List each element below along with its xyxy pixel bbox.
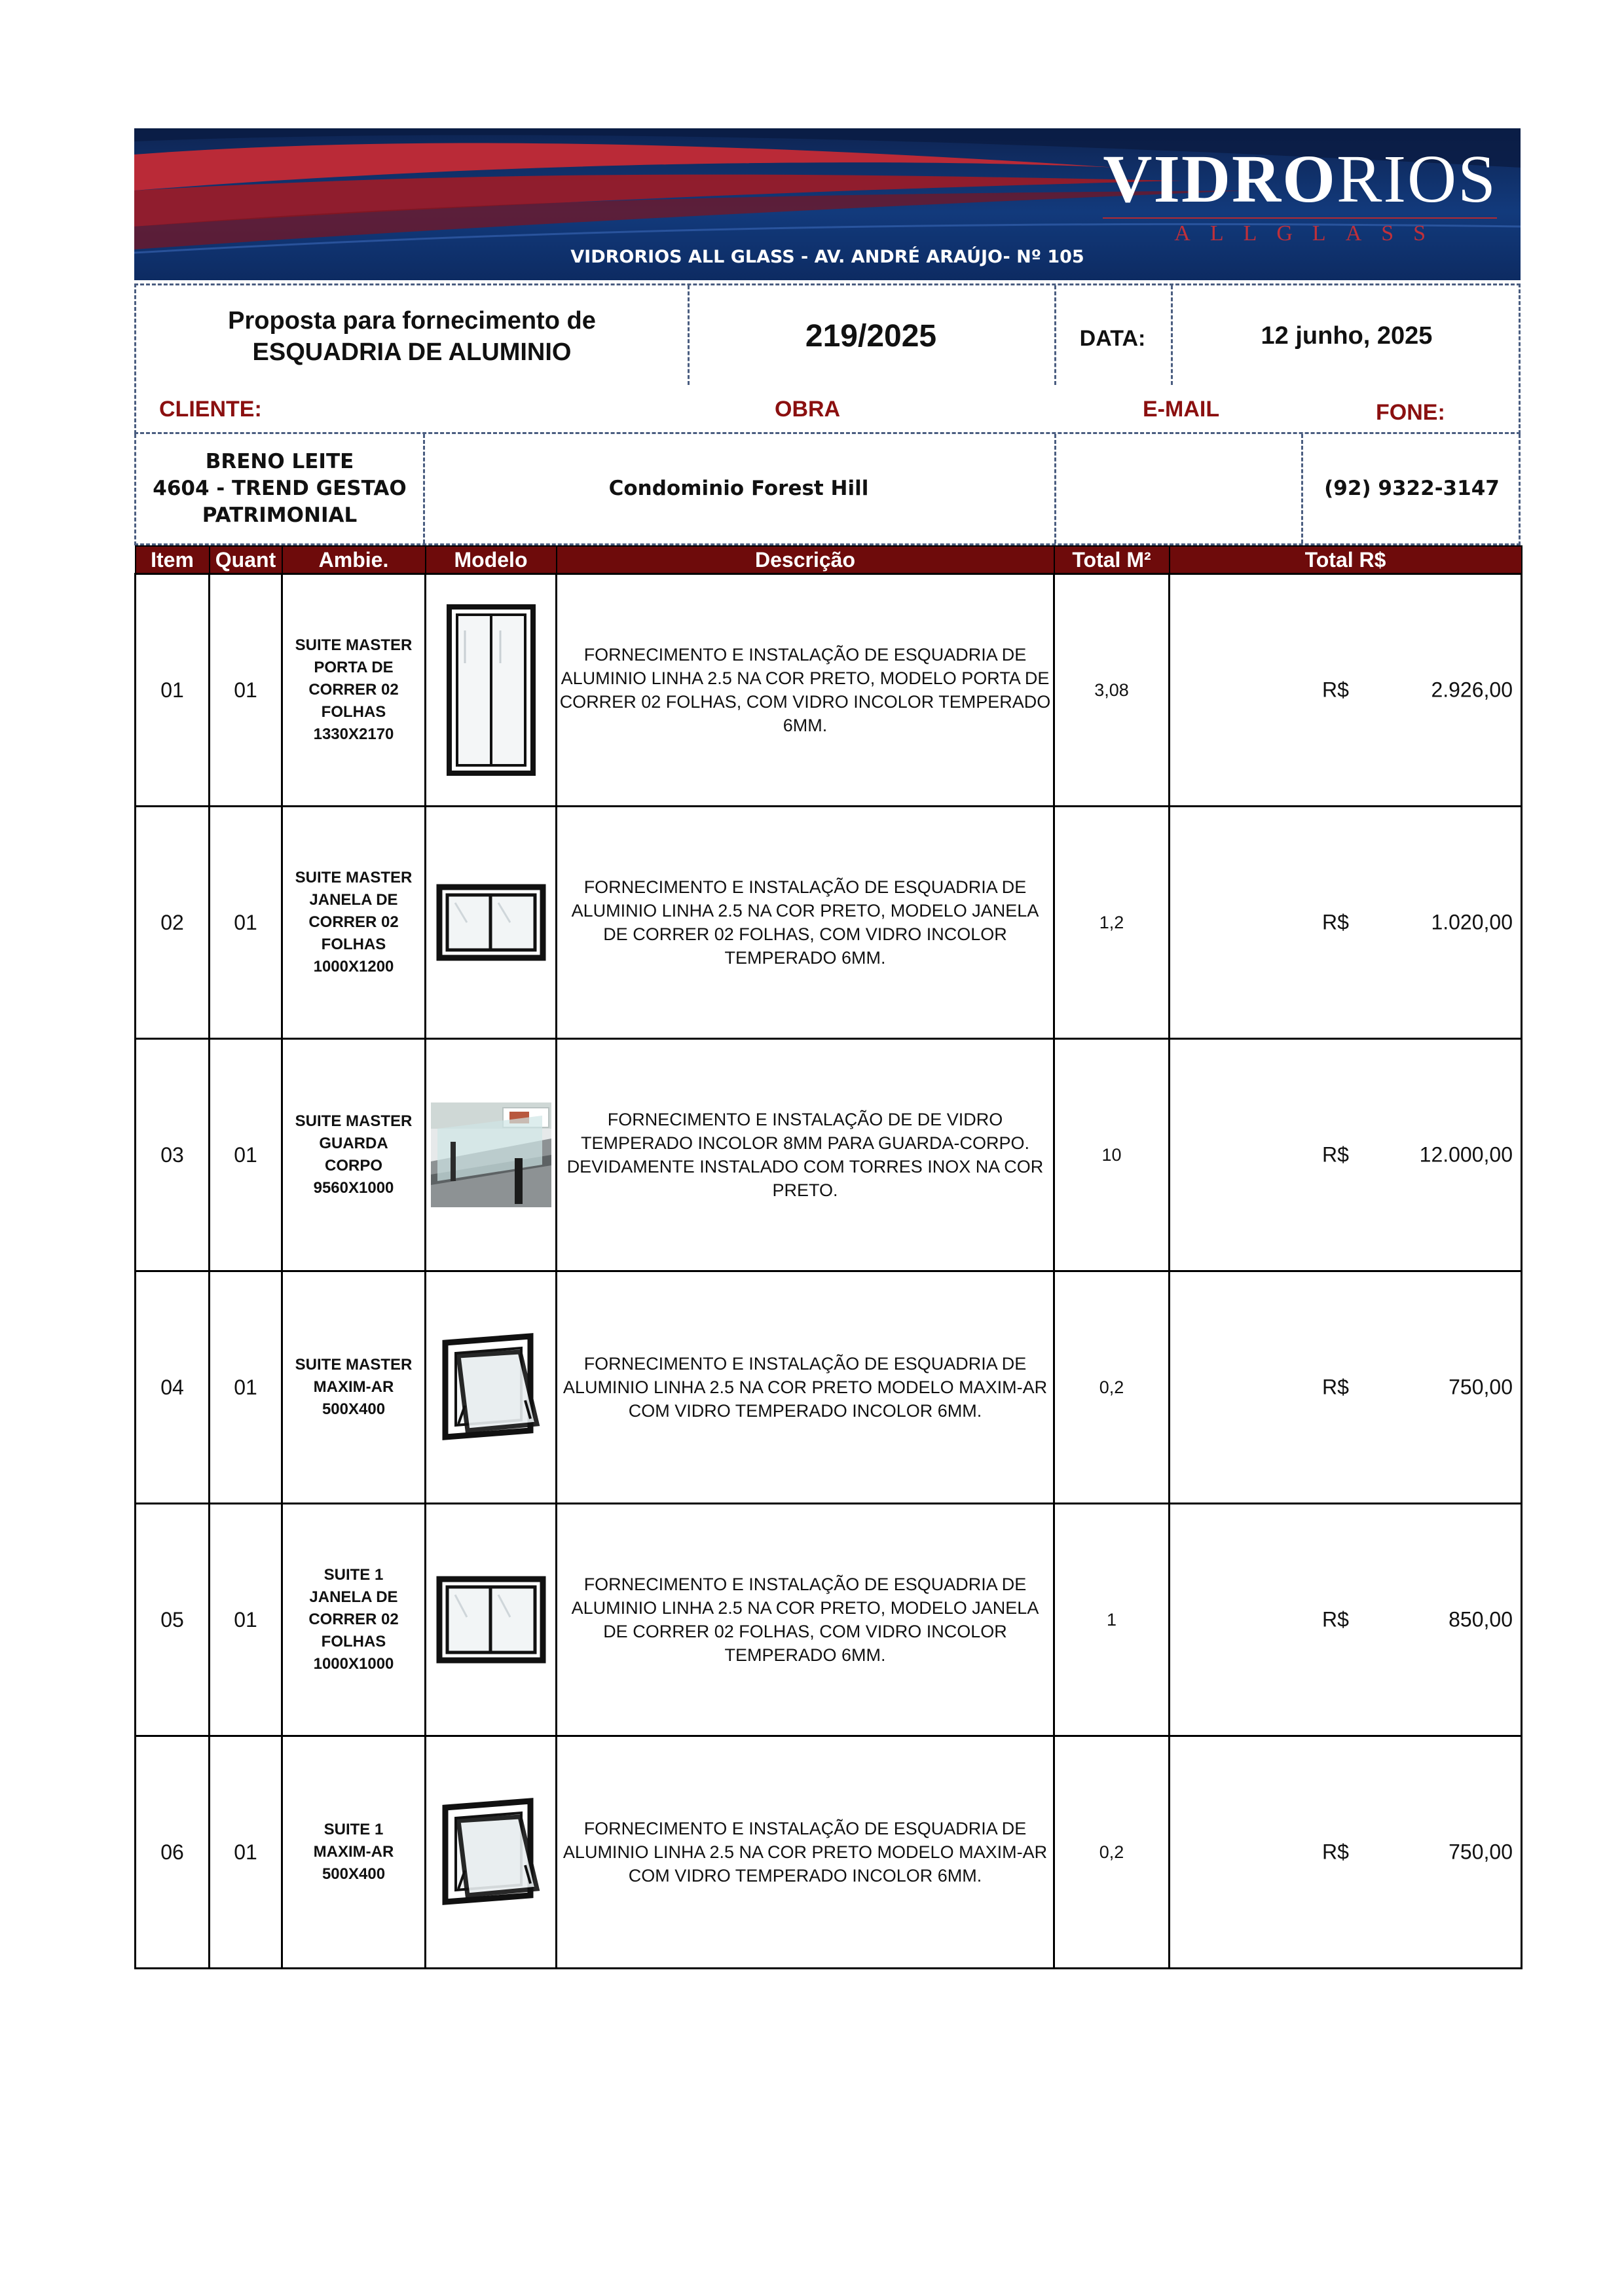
company-banner (134, 128, 1521, 280)
item-number: 01 (136, 574, 210, 807)
currency-symbol: R$ (1322, 678, 1349, 702)
date-value: 12 junho, 2025 (1261, 322, 1433, 350)
item-description: FORNECIMENTO E INSTALAÇÃO DE ESQUADRIA DE ALUMINIO LINHA 2.5 NA COR PRETO, MODELO JANELA DE CORRER 02 FOLHAS, COM VIDRO INCOLOR TEMPERADO 6MM. (557, 807, 1054, 1039)
currency-symbol: R$ (1322, 1607, 1349, 1631)
header-item: Item (136, 546, 210, 574)
table-row (136, 807, 1522, 1039)
table-row (136, 1504, 1522, 1736)
sliding-door-icon (445, 604, 537, 776)
item-description: FORNECIMENTO E INSTALAÇÃO DE ESQUADRIA DE ALUMINIO LINHA 2.5 NA COR PRETO, MODELO JANELA DE CORRER 02 FOLHAS, COM VIDRO INCOLOR TEMPERADO 6MM. (557, 1504, 1054, 1736)
item-description: FORNECIMENTO E INSTALAÇÃO DE ESQUADRIA DE ALUMINIO LINHA 2.5 NA COR PRETO MODELO MAXIM-AR COM VIDRO TEMPERADO INCOLOR 6MM. (557, 1271, 1054, 1504)
item-ambiente: SUITE 1 MAXIM-AR 500X400 (282, 1736, 426, 1969)
item-quantity: 01 (210, 574, 282, 807)
sliding-window-icon (435, 1575, 547, 1664)
total-value: 1.020,00 (1431, 910, 1513, 934)
client-info-row (134, 434, 1521, 545)
work-name: Condominio Forest Hill (608, 477, 869, 500)
item-number: 06 (136, 1736, 210, 1969)
proposal-header (134, 283, 1521, 434)
item-total (1170, 807, 1522, 1039)
glass-railing-icon (431, 1102, 551, 1207)
currency-symbol: R$ (1322, 1142, 1349, 1167)
total-value: 2.926,00 (1431, 678, 1513, 702)
item-total (1170, 1039, 1522, 1271)
item-total (1170, 1504, 1522, 1736)
item-quantity: 01 (210, 1504, 282, 1736)
item-quantity: 01 (210, 1039, 282, 1271)
header-total-rs: Total R$ (1170, 546, 1522, 574)
table-header-row (136, 546, 1522, 574)
item-total (1170, 574, 1522, 807)
items-table (134, 545, 1522, 1969)
item-ambiente: SUITE MASTER GUARDA CORPO 9560X1000 (282, 1039, 426, 1271)
item-description: FORNECIMENTO E INSTALAÇÃO DE ESQUADRIA DE ALUMINIO LINHA 2.5 NA COR PRETO, MODELO PORTA DE CORRER 02 FOLHAS, COM VIDRO INCOLOR TEMPERADO 6MM. (557, 574, 1054, 807)
item-quantity: 01 (210, 1271, 282, 1504)
total-value: 750,00 (1449, 1840, 1513, 1864)
email-label: E-MAIL (1143, 397, 1220, 422)
item-area: 1,2 (1054, 807, 1170, 1039)
item-area: 1 (1054, 1504, 1170, 1736)
phone-value: (92) 9322-3147 (1324, 477, 1500, 500)
currency-symbol: R$ (1322, 910, 1349, 934)
header-descricao: Descrição (557, 546, 1054, 574)
currency-symbol: R$ (1322, 1375, 1349, 1399)
item-area: 3,08 (1054, 574, 1170, 807)
total-value: 750,00 (1449, 1375, 1513, 1399)
item-description: FORNECIMENTO E INSTALAÇÃO DE ESQUADRIA DE ALUMINIO LINHA 2.5 NA COR PRETO MODELO MAXIM-AR COM VIDRO TEMPERADO INCOLOR 6MM. (557, 1736, 1054, 1969)
company-address: VIDRORIOS ALL GLASS - AV. ANDRÉ ARAÚJO- Nº 105 (570, 247, 1084, 267)
item-ambiente: SUITE MASTER JANELA DE CORRER 02 FOLHAS 1000X1200 (282, 807, 426, 1039)
total-value: 850,00 (1449, 1607, 1513, 1631)
item-total (1170, 1736, 1522, 1969)
header-modelo: Modelo (426, 546, 557, 574)
header-ambiente: Ambie. (282, 546, 426, 574)
proposal-title: Proposta para fornecimento de ESQUADRIA DE ALUMINIO (228, 307, 596, 366)
table-row (136, 1271, 1522, 1504)
table-row (136, 1736, 1522, 1969)
item-area: 10 (1054, 1039, 1170, 1271)
item-number: 04 (136, 1271, 210, 1504)
header-total-m2: Total M² (1054, 546, 1170, 574)
header-quant: Quant (210, 546, 282, 574)
item-description: FORNECIMENTO E INSTALAÇÃO DE DE VIDRO TEMPERADO INCOLOR 8MM PARA GUARDA-CORPO. DEVIDAMENTE INSTALADO COM TORRES INOX NA COR PRETO. (557, 1039, 1054, 1271)
item-number: 03 (136, 1039, 210, 1271)
table-row (136, 1039, 1522, 1271)
item-ambiente: SUITE MASTER PORTA DE CORRER 02 FOLHAS 1330X2170 (282, 574, 426, 807)
item-quantity: 01 (210, 1736, 282, 1969)
currency-symbol: R$ (1322, 1840, 1349, 1864)
item-ambiente: SUITE 1 JANELA DE CORRER 02 FOLHAS 1000X1000 (282, 1504, 426, 1736)
item-number: 02 (136, 807, 210, 1039)
awning-window-icon (439, 1797, 544, 1907)
item-total (1170, 1271, 1522, 1504)
awning-window-icon (439, 1332, 544, 1442)
proposal-number: 219/2025 (805, 319, 937, 354)
item-area: 0,2 (1054, 1736, 1170, 1969)
phone-label: FONE: (1376, 400, 1445, 425)
client-name: BRENO LEITE 4604 - TREND GESTAO PATRIMONIAL (153, 450, 407, 527)
date-label: DATA: (1079, 326, 1146, 351)
item-number: 05 (136, 1504, 210, 1736)
item-ambiente: SUITE MASTER MAXIM-AR 500X400 (282, 1271, 426, 1504)
client-label: CLIENTE: (159, 397, 262, 422)
work-label: OBRA (775, 397, 841, 422)
company-logo: VIDRORIOS ALLGLASS (1103, 141, 1497, 246)
item-area: 0,2 (1054, 1271, 1170, 1504)
table-row (136, 574, 1522, 807)
total-value: 12.000,00 (1419, 1142, 1513, 1167)
email-value (1054, 434, 1301, 543)
sliding-window-icon (435, 883, 547, 962)
item-quantity: 01 (210, 807, 282, 1039)
